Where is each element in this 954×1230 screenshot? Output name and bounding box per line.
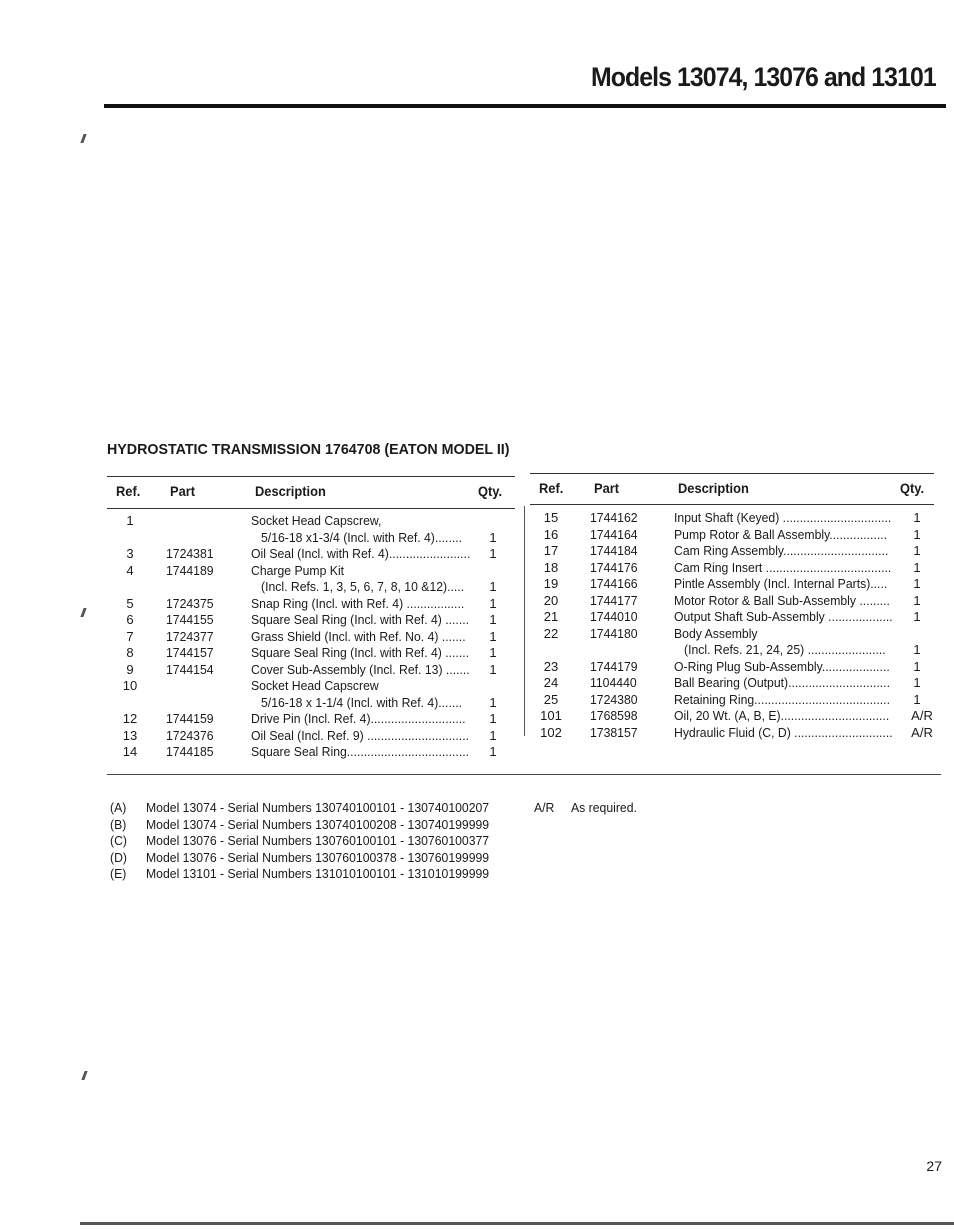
column-header-ref: Ref. — [539, 480, 564, 496]
description-cell: Hydraulic Fluid (C, D) ............................. — [674, 724, 893, 740]
qty-cell: A/R — [911, 724, 933, 740]
qty-cell: 1 — [913, 609, 921, 624]
ref-cell: 10 — [122, 678, 138, 693]
description-cell: Oil, 20 Wt. (A, B, E)................................ — [674, 708, 890, 723]
ref-cell: 3 — [126, 546, 134, 561]
ref-cell: 7 — [126, 628, 134, 644]
ref-cell: 16 — [543, 526, 559, 542]
qty-cell: 1 — [913, 658, 921, 674]
description-cell: Input Shaft (Keyed) ................................ — [674, 510, 892, 525]
description-cell: Cam Ring Insert ..................................... — [674, 559, 892, 575]
description-cell: (Incl. Refs. 21, 24, 25) ....................... — [684, 642, 886, 657]
qty-cell: 1 — [913, 691, 921, 707]
part-number-cell: 1724377 — [166, 628, 214, 644]
qty-cell: 1 — [489, 711, 497, 726]
column-header-part: Part — [170, 483, 196, 499]
ref-cell: 25 — [543, 691, 559, 707]
page-title: Models 13074, 13076 and 13101 — [591, 62, 936, 92]
description-cell: Cam Ring Assembly............................... — [674, 543, 889, 558]
description-cell: Drive Pin (Incl. Ref. 4)............................ — [251, 711, 466, 726]
ref-cell: 23 — [543, 658, 559, 674]
serial-note-key: (C) — [110, 833, 127, 848]
description-cell: Retaining Ring........................................ — [674, 691, 890, 707]
ref-cell: 12 — [122, 711, 138, 726]
ref-cell: 24 — [543, 675, 559, 690]
serial-note-key: (A) — [110, 800, 127, 815]
header-bottom-rule — [530, 504, 934, 505]
part-number-cell: 1744189 — [166, 562, 214, 578]
qty-cell: 1 — [489, 579, 497, 594]
description-cell: Pump Rotor & Ball Assembly................. — [674, 526, 888, 542]
column-header-qty: Qty. — [478, 483, 503, 499]
ref-cell: 22 — [543, 625, 559, 641]
description-cell: Square Seal Ring (Incl. with Ref. 4) ....... — [251, 645, 470, 660]
ref-cell: 19 — [543, 576, 559, 591]
ref-cell: 14 — [122, 744, 138, 759]
part-number-cell: 1768598 — [590, 708, 638, 723]
description-cell: O-Ring Plug Sub-Assembly.................... — [674, 658, 890, 674]
qty-cell: 1 — [489, 529, 497, 545]
part-number-cell: 1724375 — [166, 595, 214, 611]
section-title: HYDROSTATIC TRANSMISSION 1764708 (EATON MODEL II) — [107, 441, 510, 458]
scan-mark — [80, 608, 86, 617]
description-cell: Charge Pump Kit — [251, 562, 345, 578]
part-number-cell: 1744010 — [590, 609, 638, 624]
qty-cell: 1 — [913, 576, 921, 591]
column-header-ref: Ref. — [116, 483, 141, 499]
description-cell: Socket Head Capscrew, — [251, 513, 382, 528]
qty-cell: 1 — [489, 661, 497, 677]
ref-cell: 20 — [543, 592, 559, 608]
qty-cell: A/R — [911, 708, 933, 723]
ref-cell: 102 — [540, 724, 562, 740]
part-number-cell: 1744185 — [166, 744, 214, 759]
description-cell: Grass Shield (Incl. with Ref. No. 4) ....... — [251, 628, 466, 644]
part-number-cell: 1724381 — [166, 546, 214, 561]
description-cell: Oil Seal (Incl. Ref. 9) .............................. — [251, 727, 469, 743]
serial-note-text: Model 13074 - Serial Numbers 130740100208 - 130740199999 — [146, 816, 490, 832]
description-cell: Square Seal Ring (Incl. with Ref. 4) ....... — [251, 612, 470, 627]
qty-cell: 1 — [489, 744, 497, 759]
column-header-description: Description — [255, 483, 326, 499]
part-number-cell: 1744162 — [590, 510, 638, 525]
ref-cell: 15 — [543, 510, 559, 525]
description-cell: 5/16-18 x 1-1/4 (Incl. with Ref. 4)....... — [261, 694, 463, 710]
description-cell: Motor Rotor & Ball Sub-Assembly ......... — [674, 592, 890, 608]
serial-note-text: Model 13074 - Serial Numbers 130740100101 - 130740100207 — [146, 800, 490, 815]
part-number-cell: 1744180 — [590, 625, 638, 641]
part-number-cell: 1104440 — [590, 675, 637, 690]
scan-mark — [81, 1071, 87, 1080]
page-number: 27 — [926, 1158, 942, 1174]
ref-cell: 5 — [126, 595, 134, 611]
qty-cell: 1 — [913, 526, 921, 542]
ar-key: A/R — [534, 800, 555, 815]
qty-cell: 1 — [913, 559, 921, 575]
column-header-part: Part — [594, 480, 620, 496]
column-header-description: Description — [678, 480, 749, 496]
description-cell: Body Assembly — [674, 625, 758, 641]
part-number-cell: 1744176 — [590, 559, 638, 575]
ref-cell: 4 — [126, 562, 134, 578]
ref-cell: 101 — [540, 708, 562, 723]
part-number-cell: 1744166 — [590, 576, 638, 591]
part-number-cell: 1744154 — [166, 661, 214, 677]
ref-cell: 17 — [543, 543, 559, 558]
table-bottom-rule — [107, 774, 941, 775]
qty-cell: 1 — [913, 510, 921, 525]
description-cell: Cover Sub-Assembly (Incl. Ref. 13) ....... — [251, 661, 470, 677]
ref-cell: 21 — [543, 609, 559, 624]
scan-mark — [80, 134, 86, 143]
ref-cell: 13 — [122, 727, 138, 743]
qty-cell: 1 — [489, 628, 497, 644]
description-cell: (Incl. Refs. 1, 3, 5, 6, 7, 8, 10 &12)..... — [261, 579, 465, 594]
ref-cell: 9 — [126, 661, 134, 677]
qty-cell: 1 — [489, 645, 497, 660]
description-cell: Square Seal Ring.................................... — [251, 744, 470, 759]
description-cell: 5/16-18 x1-3/4 (Incl. with Ref. 4)........ — [261, 529, 463, 545]
title-rule — [104, 104, 946, 108]
serial-note-text: Model 13076 - Serial Numbers 130760100101 - 130760100377 — [146, 833, 490, 848]
header-top-rule — [530, 473, 934, 474]
part-number-cell: 1744184 — [590, 543, 638, 558]
serial-note-text: Model 13076 - Serial Numbers 130760100378 - 130760199999 — [146, 849, 490, 865]
footer-rule — [80, 1222, 954, 1225]
part-number-cell: 1744179 — [590, 658, 638, 674]
column-header-qty: Qty. — [900, 480, 925, 496]
description-cell: Pintle Assembly (Incl. Internal Parts)..... — [674, 576, 888, 591]
part-number-cell: 1744177 — [590, 592, 638, 608]
qty-cell: 1 — [489, 694, 497, 710]
ref-cell: 6 — [126, 612, 134, 627]
part-number-cell: 1738157 — [590, 724, 638, 740]
ref-cell: 1 — [126, 513, 134, 528]
part-number-cell: 1744159 — [166, 711, 214, 726]
description-cell: Ball Bearing (Output).............................. — [674, 675, 890, 690]
qty-cell: 1 — [489, 727, 497, 743]
qty-cell: 1 — [913, 642, 921, 657]
part-number-cell: 1744155 — [166, 612, 214, 627]
part-number-cell: 1724376 — [166, 727, 214, 743]
header-top-rule — [107, 476, 515, 477]
qty-cell: 1 — [913, 543, 921, 558]
qty-cell: 1 — [489, 595, 497, 611]
part-number-cell: 1724380 — [590, 691, 638, 707]
part-number-cell: 1744157 — [166, 645, 214, 660]
description-cell: Oil Seal (Incl. with Ref. 4)........................ — [251, 546, 471, 561]
part-number-cell: 1744164 — [590, 526, 638, 542]
description-cell: Socket Head Capscrew — [251, 678, 379, 693]
description-cell: Snap Ring (Incl. with Ref. 4) ................. — [251, 595, 465, 611]
qty-cell: 1 — [489, 546, 497, 561]
qty-cell: 1 — [489, 612, 497, 627]
header-bottom-rule — [107, 508, 515, 509]
ref-cell: 8 — [126, 645, 134, 660]
ar-definition: As required. — [571, 800, 637, 815]
column-divider — [524, 506, 525, 736]
serial-note-key: (B) — [110, 816, 127, 832]
ref-cell: 18 — [543, 559, 559, 575]
qty-cell: 1 — [913, 675, 921, 690]
serial-note-text: Model 13101 - Serial Numbers 131010100101 - 131010199999 — [146, 866, 490, 881]
qty-cell: 1 — [913, 592, 921, 608]
serial-note-key: (E) — [110, 866, 127, 881]
description-cell: Output Shaft Sub-Assembly ................... — [674, 609, 893, 624]
serial-note-key: (D) — [110, 849, 127, 865]
